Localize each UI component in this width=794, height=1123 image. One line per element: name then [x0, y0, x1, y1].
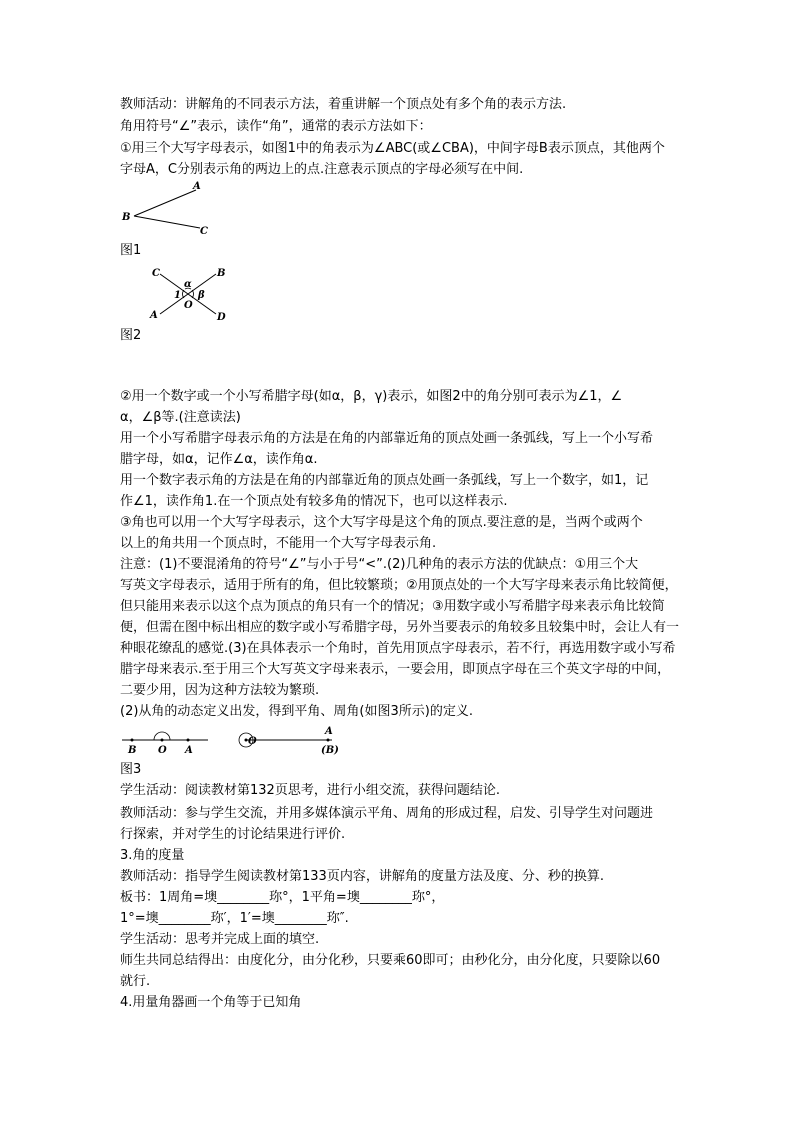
label-b: B — [122, 212, 131, 223]
ray-ba — [134, 190, 196, 216]
figure-1-angle-abc — [118, 180, 218, 240]
label-a: A — [185, 745, 193, 756]
text-line: 教师活动：讲解角的不同表示方法，着重讲解一个顶点处有多个角的表示方法. — [120, 97, 567, 112]
label-o: O — [158, 745, 167, 756]
text-line: 写英文字母表示，适用于所有的角，但比较繁琐；②用顶点处的一个大写字母来表示角比较简便， — [120, 578, 678, 593]
label-c: C — [200, 226, 208, 237]
text-line: ②用一个数字或一个小写希腊字母(如α，β，γ)表示，如图2中的角分别可表示为∠1，∠ — [120, 389, 623, 404]
point-b — [131, 739, 134, 742]
label-o2: O — [248, 736, 257, 747]
text-line: 便，但需在图中标出相应的数字或小写希腊字母，另外当要表示的角较多且较集中时，会让人有一 — [120, 620, 680, 635]
text-line: 种眼花缭乱的感觉.(3)在具体表示一个角时，首先用顶点字母表示，若不行，再选用数字或小写希 — [120, 641, 676, 656]
text-line: 注意：(1)不要混淆角的符号“∠”与小于号“<”.(2)几种角的表示方法的优缺点：①用三个大 — [120, 557, 639, 572]
text-line: 板书：1周角=墺________珎°，1平角=墺________珎°， — [120, 890, 445, 905]
text-line: 教师活动：参与学生交流，并用多媒体演示平角、周角的形成过程，启发、引导学生对问题进 — [120, 806, 654, 821]
text-line: 学生活动：阅读教材第132页思考，进行小组交流，获得问题结论. — [120, 783, 500, 798]
text-line: 腊字母来表示.至于用三个大写英文字母来表示，一要会用，即顶点字母在三个英文字母的中间， — [120, 662, 671, 677]
text-line: 就行. — [120, 974, 151, 989]
section-heading: 3.角的度量 — [120, 848, 185, 863]
label-alpha: α — [184, 279, 192, 290]
text-line: 字母A，C分别表示角的两边上的点.注意表示顶点的字母必须写在中间. — [120, 162, 524, 177]
label-a2: A — [325, 726, 333, 737]
text-line: 但只能用来表示以这个点为顶点的角只有一个的情况；③用数字或小写希腊字母来表示角比较简 — [120, 599, 665, 614]
label-b2: (B) — [321, 745, 339, 756]
point-a2 — [327, 739, 330, 742]
point-a — [187, 739, 190, 742]
text-line: 师生共同总结得出：由度化分，由分化秒，只要乘60即可；由秒化分，由分化度，只要除以60 — [120, 953, 661, 968]
text-line: ①用三个大写字母表示，如图1中的角表示为∠ABC(或∠CBA)，中间字母B表示顶点，其他两个 — [120, 141, 665, 156]
figure-3-caption: 图3 — [120, 762, 142, 777]
text-line: 用一个小写希腊字母表示角的方法是在角的内部靠近角的顶点处画一条弧线，写上一个小写希 — [120, 431, 654, 446]
section-heading: 4.用量角器画一个角等于已知角 — [120, 995, 302, 1010]
text-line: 角用符号“∠”表示，读作“角”，通常的表示方法如下： — [120, 119, 432, 134]
text-line: 学生活动：思考并完成上面的填空. — [120, 932, 320, 947]
label-d: D — [217, 312, 226, 323]
text-line: ③角也可以用一个大写字母表示，这个大写字母是这个角的顶点.要注意的是，当两个或两个 — [120, 515, 643, 530]
text-line: 1°=墺________珎′，1′=墺________珎″. — [120, 911, 349, 926]
text-line: α，∠β等.(注意读法) — [120, 410, 241, 425]
text-line: 腊字母，如α，记作∠α，读作角α. — [120, 452, 318, 467]
label-beta: β — [198, 290, 205, 301]
label-b: B — [128, 745, 137, 756]
text-line: 教师活动：指导学生阅读教材第133页内容，讲解角的度量方法及度、分、秒的换算. — [120, 869, 604, 884]
text-line: 以上的角共用一个顶点时，不能用一个大写字母表示角. — [120, 536, 437, 551]
figure-2-intersecting-lines — [140, 262, 240, 324]
text-line: 作∠1，读作角1.在一个顶点处有较多角的情况下，也可以这样表示. — [120, 494, 508, 509]
label-b: B — [217, 268, 226, 279]
figure-1-caption: 图1 — [120, 243, 142, 258]
figure-3-straight-and-full-angle — [118, 722, 358, 758]
text-line: 行探索，并对学生的讨论结果进行评价. — [120, 827, 346, 842]
text-line: 用一个数字表示角的方法是在角的内部靠近角的顶点处画一条弧线，写上一个数字，如1，记 — [120, 473, 649, 488]
ray-bc — [134, 216, 200, 228]
point-o — [161, 739, 164, 742]
label-a: A — [193, 181, 201, 192]
label-1: 1 — [174, 290, 181, 301]
text-line: (2)从角的动态定义出发，得到平角、周角(如图3所示)的定义. — [120, 704, 473, 719]
label-c: C — [152, 268, 160, 279]
figure-2-caption: 图2 — [120, 328, 142, 343]
text-line: 二要少用，因为这种方法较为繁琐. — [120, 683, 320, 698]
label-o: O — [184, 300, 193, 311]
label-a: A — [150, 310, 158, 321]
